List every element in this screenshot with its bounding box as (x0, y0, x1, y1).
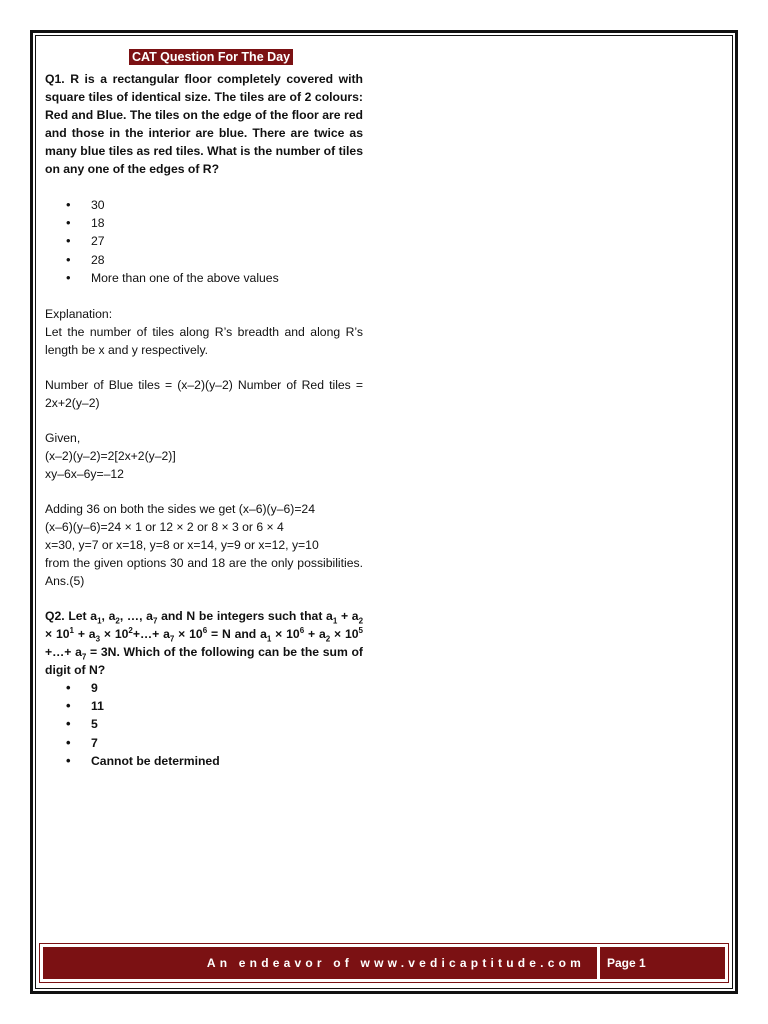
solutions-line: x=30, y=7 or x=18, y=8 or x=14, y=9 or x=12, y=10 (45, 538, 319, 553)
option-item: • 27 (45, 232, 363, 250)
title-wrap (59, 48, 363, 66)
option-item: • 30 (45, 196, 363, 214)
option-item: • 5 (45, 715, 363, 733)
question-1-options (45, 196, 363, 287)
option-item: • 18 (45, 214, 363, 232)
footer-tagline: An endeavor of www.vedicaptitude.com (43, 947, 597, 979)
option-item: • 11 (45, 697, 363, 715)
explanation-heading: Explanation: (45, 307, 113, 322)
option-item: • More than one of the above values (45, 269, 363, 287)
question-2-options (45, 679, 363, 770)
explanation-intro: Let the number of tiles along R’s breadth and along R’s length be x and y respectively. (45, 325, 363, 358)
question-1-text: Q1. R is a rectangular floor completely covered with square tiles of identical size. The tiles are of 2 colours: Red and Blue. The tiles on the edge of the floor are red and those in the interior are blue. There are twice as many blue tiles as red tiles. What is the number of tiles on any one of the edges of R? (45, 72, 363, 176)
conclusion: from the given options 30 and 18 are the only possibilities. Ans.(5) (45, 556, 363, 589)
option-item: • Cannot be determined (45, 752, 363, 770)
question-2-text: Q2. Let $a_1$, $a_2$, …, $a_7$ and N be integers such that $a_1 + a_2 \times 10^1 + a_3$ × $10^2+\dots+ a_7 \times 10^6 = N$ and $a_1 \times 10^6 + a_2 \times 10^5$ +…+ $a_7 = 3N$. Which of the following can be the sum of digit of N? (45, 609, 364, 678)
add-36-line: Adding 36 on both the sides we get (x–6)(y–6)=24 (45, 502, 315, 517)
option-item: • 28 (45, 251, 363, 269)
option-item: • 9 (45, 679, 363, 697)
tile-counts: Number of Blue tiles = (x–2)(y–2) Number of Red tiles = 2x+2(y–2) (45, 378, 363, 411)
page-number: Page 1 (600, 947, 725, 979)
equation-2: xy–6x–6y=–12 (45, 467, 124, 482)
factor-line: (x–6)(y–6)=24 × 1 or 12 × 2 or 8 × 3 or 6 × 4 (45, 520, 284, 535)
document-body (45, 48, 363, 770)
page-title: CAT Question For The Day (129, 49, 293, 65)
option-item: • 7 (45, 734, 363, 752)
given-label: Given, (45, 431, 81, 446)
equation-1: (x–2)(y–2)=2[2x+2(y–2)] (45, 449, 176, 464)
